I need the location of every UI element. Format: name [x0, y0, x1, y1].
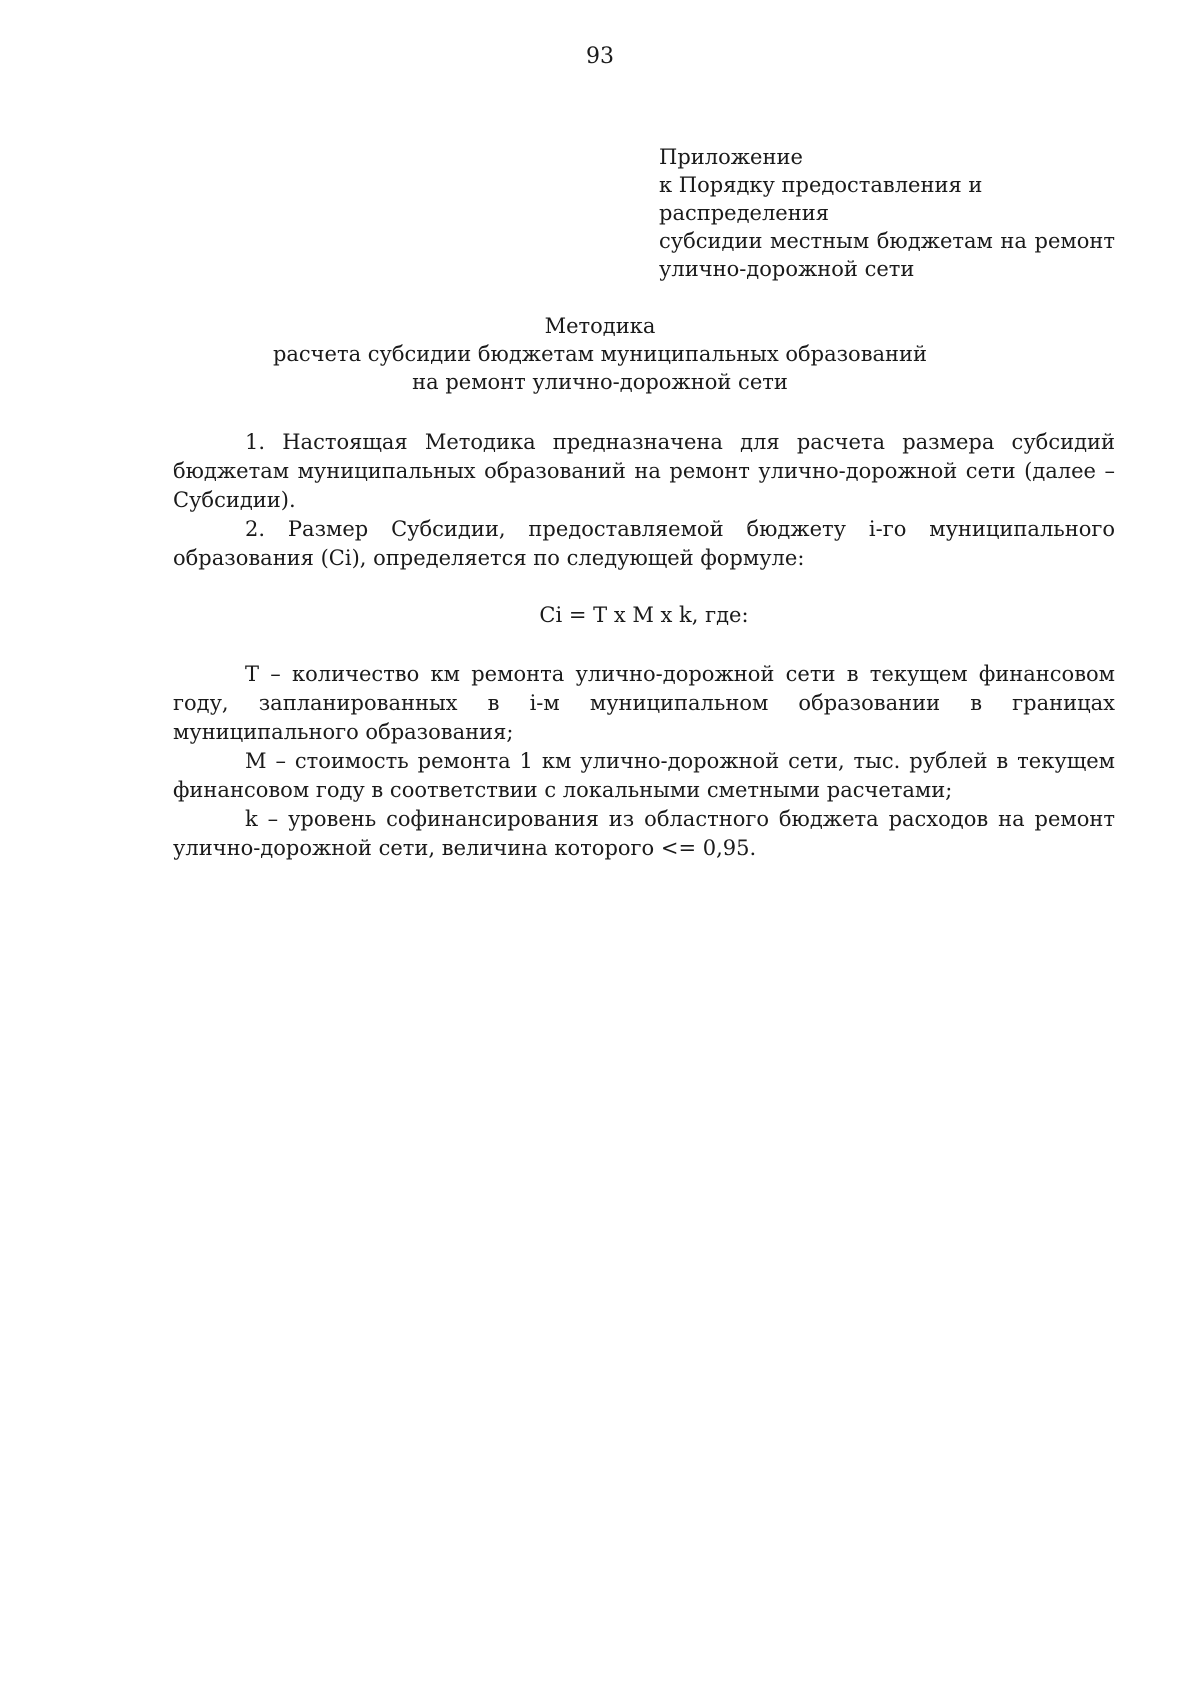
- definition-m: M – стоимость ремонта 1 км улично-дорожной сети, тыс. рублей в текущем финансовом году в соответствии с локальными сметными расчетами;: [173, 749, 1115, 802]
- definition-k: k – уровень софинансирования из областного бюджета расходов на ремонт улично-дорожной сети, величина которого <= 0,95.: [173, 807, 1115, 860]
- title-line: Методика: [544, 314, 656, 338]
- paragraph-purpose: 1. Настоящая Методика предназначена для расчета размера субсидий бюджетам муниципальных образований на ремонт улично-дорожной сети (далее – Субсидии).: [173, 430, 1115, 512]
- paragraph-formula-intro: 2. Размер Субсидии, предоставляемой бюджету i-го муниципального образования (Ci), определяется по следующей формуле:: [173, 517, 1115, 570]
- appendix-line: субсидии местным бюджетам на ремонт: [659, 229, 1115, 253]
- title-line: на ремонт улично-дорожной сети: [412, 370, 788, 394]
- page-number: 93: [586, 44, 614, 69]
- title-line: расчета субсидии бюджетам муниципальных образований: [272, 342, 928, 366]
- appendix-heading: Приложение: [659, 145, 803, 169]
- definition-t: T – количество км ремонта улично-дорожной сети в текущем финансовом году, запланированных в i-м муниципальном образовании в границах муниципального образования;: [173, 662, 1115, 744]
- document-title: [0, 312, 1200, 396]
- appendix-line: улично-дорожной сети: [659, 257, 915, 281]
- document-body: [173, 428, 1115, 863]
- formula: Ci = T x M x k, где:: [539, 603, 749, 627]
- appendix-line: к Порядку предоставления и распределения: [659, 173, 983, 225]
- appendix-block: [659, 143, 1115, 283]
